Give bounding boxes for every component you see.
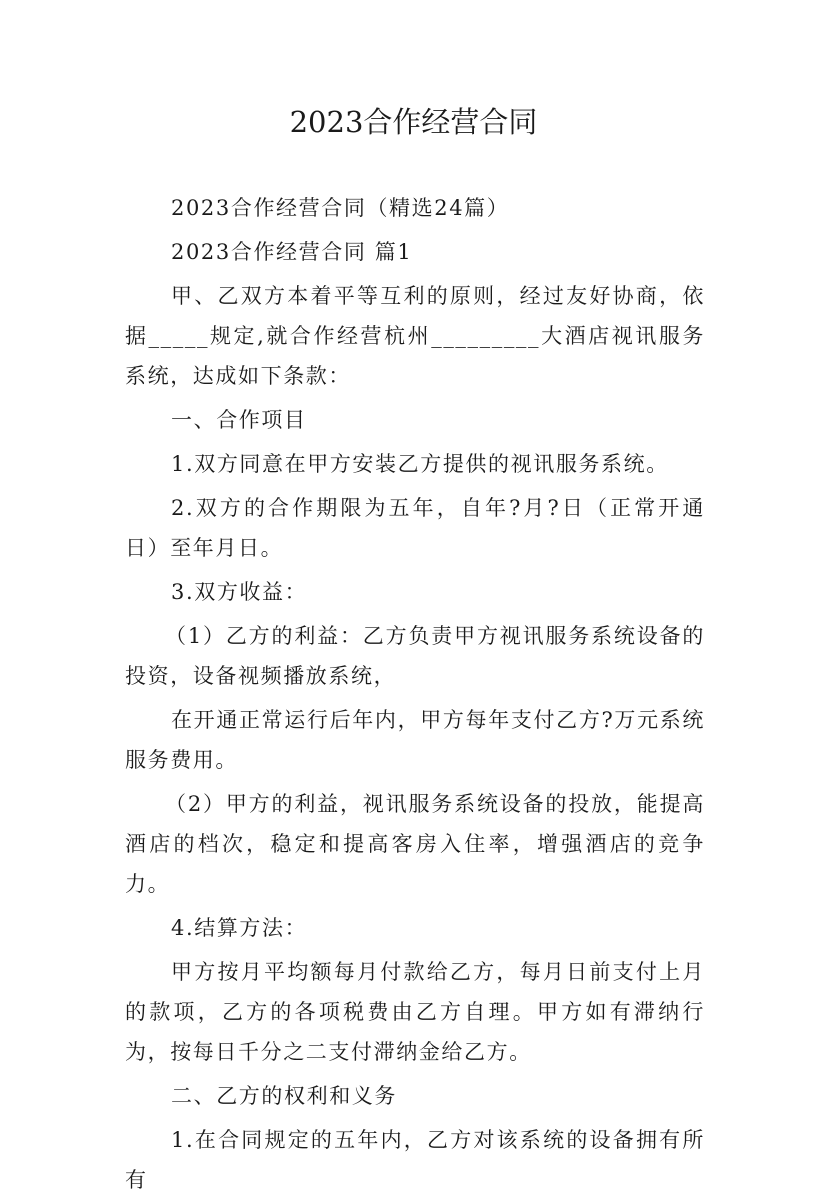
document-title: 2023合作经营合同 <box>289 105 538 139</box>
chapter-heading: 2023合作经营合同 篇1 <box>171 240 413 264</box>
section-heading-1: 一、合作项目 <box>171 408 307 432</box>
clause-3: 3.双方收益： <box>171 580 308 604</box>
document-body <box>125 188 705 1200</box>
clause-3-a-continued: 在开通正常运行后年内，甲方每年支付乙方?万元系统服务费用。 <box>125 708 705 772</box>
clause-2: 2.双方的合作期限为五年，自年?月?日（正常开通日）至年月日。 <box>125 496 705 560</box>
intro-paragraph: 甲、乙双方本着平等互利的原则，经过友好协商，依据_____规定,就合作经营杭州_________大酒店视讯服务系统，达成如下条款： <box>125 284 705 388</box>
subtitle-paragraph: 2023合作经营合同（精选24篇） <box>171 196 510 220</box>
clause-3-a: （1）乙方的利益：乙方负责甲方视讯服务系统设备的投资，设备视频播放系统， <box>125 624 705 688</box>
section-heading-2: 二、乙方的权利和义务 <box>171 1084 397 1108</box>
clause-3-b: （2）甲方的利益，视讯服务系统设备的投放，能提高酒店的档次，稳定和提高客房入住率，增强酒店的竞争力。 <box>125 792 705 896</box>
clause-4-a: 甲方按月平均额每月付款给乙方，每月日前支付上月的款项，乙方的各项税费由乙方自理。甲方如有滞纳行为，按每日千分之二支付滞纳金给乙方。 <box>125 960 705 1064</box>
clause-1: 1.双方同意在甲方安装乙方提供的视讯服务系统。 <box>171 452 669 476</box>
section-2-clause-1: 1.在合同规定的五年内，乙方对该系统的设备拥有所有 <box>125 1128 705 1192</box>
clause-4: 4.结算方法： <box>171 916 308 940</box>
